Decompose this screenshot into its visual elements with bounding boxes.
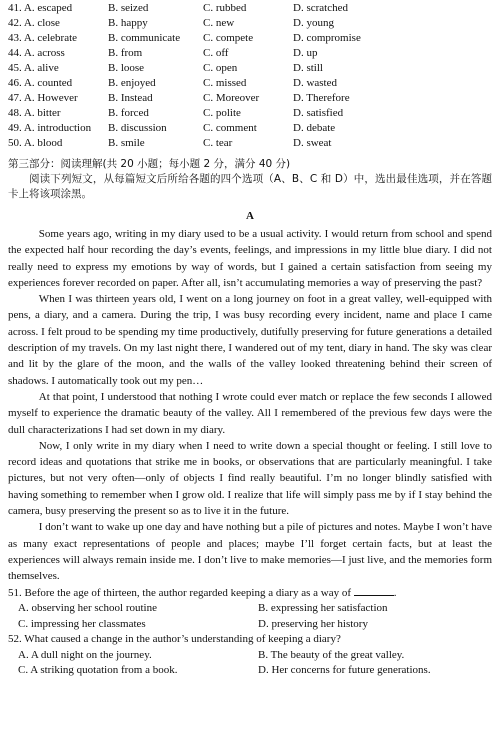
choice-row-44 bbox=[8, 46, 492, 61]
choice-option: C. polite bbox=[203, 107, 241, 119]
choice-option: D. wasted bbox=[293, 77, 337, 89]
choice-row-41 bbox=[8, 1, 492, 16]
choice-option: B. forced bbox=[108, 107, 149, 119]
question-option: D. preserving her history bbox=[258, 617, 368, 630]
choice-option: 41. A. escaped bbox=[8, 2, 73, 14]
choice-option: C. off bbox=[203, 47, 229, 59]
choice-option: B. communicate bbox=[108, 32, 181, 44]
choice-row-46 bbox=[8, 76, 492, 91]
choice-option: 47. A. However bbox=[8, 92, 78, 104]
question-option: B. expressing her satisfaction bbox=[258, 602, 388, 615]
choice-option: D. Therefore bbox=[293, 92, 350, 104]
choice-option: 48. A. bitter bbox=[8, 107, 61, 119]
choice-option: C. rubbed bbox=[203, 2, 247, 14]
choice-option: B. seized bbox=[108, 2, 149, 14]
choice-option: B. Instead bbox=[108, 92, 153, 104]
choice-row-45 bbox=[8, 61, 492, 76]
passage-paragraph: At that point, I understood that nothing I wrote could ever match or replace the few seconds I allowed myself to experience the dramatic beauty of the valley. All I remembered of the previous few days were the dull characterizations I had set down in my diary. bbox=[8, 390, 492, 436]
choice-option: C. tear bbox=[203, 137, 233, 149]
section-heading: 第三部分：阅读理解(共 20 小题；每小题 2 分，满分 40 分) bbox=[8, 158, 291, 170]
choice-option: D. up bbox=[293, 47, 318, 59]
choice-option: C. comment bbox=[203, 122, 257, 134]
question-stem-end: . bbox=[393, 586, 397, 599]
question-options-row bbox=[8, 663, 492, 679]
section-instruction: 阅读下列短文，从每篇短文后所给各题的四个选项（A、B、C 和 D）中，选出最佳选项，并在答题卡上将该项涂黑。 bbox=[8, 173, 492, 200]
question-option: A. observing her school routine bbox=[18, 602, 157, 615]
choice-option: B. enjoyed bbox=[108, 77, 156, 89]
choice-option: D. debate bbox=[293, 122, 336, 134]
choice-option: 45. A. alive bbox=[8, 62, 59, 74]
question-52 bbox=[8, 632, 492, 679]
passage-title: A bbox=[246, 210, 254, 222]
choice-option: B. smile bbox=[108, 137, 145, 149]
question-option: C. impressing her classmates bbox=[18, 617, 146, 630]
choice-option: B. discussion bbox=[108, 122, 167, 134]
choice-option: 44. A. across bbox=[8, 47, 65, 59]
choice-option: D. compromise bbox=[293, 32, 361, 44]
question-stem-text: 51. Before the age of thirteen, the author regarded keeping a diary as a way of bbox=[8, 586, 351, 599]
choice-option: D. young bbox=[293, 17, 334, 29]
choice-option: C. Moreover bbox=[203, 92, 260, 104]
question-options-row bbox=[8, 601, 492, 617]
choice-option: D. sweat bbox=[293, 137, 332, 149]
answer-blank bbox=[354, 585, 394, 596]
choice-option: 43. A. celebrate bbox=[8, 32, 78, 44]
choice-option: B. from bbox=[108, 47, 143, 59]
question-options-row bbox=[8, 648, 492, 664]
question-option: D. Her concerns for future generations. bbox=[258, 664, 431, 677]
choice-option: C. open bbox=[203, 62, 238, 74]
choice-row-42 bbox=[8, 16, 492, 31]
choice-option: 42. A. close bbox=[8, 17, 60, 29]
choice-row-43 bbox=[8, 31, 492, 46]
choice-option: B. loose bbox=[108, 62, 145, 74]
choice-option: C. missed bbox=[203, 77, 247, 89]
choice-row-47 bbox=[8, 91, 492, 106]
choice-row-50 bbox=[8, 136, 492, 151]
passage-paragraph: I don’t want to wake up one day and have nothing but a pile of pictures and notes. Maybe I won’t have as many exact representations of people and places; maybe I’ll forget certain facts, but at least the experiences will always remain inside me. I don’t live to make memories—I just live, and the memories form themselves. bbox=[8, 521, 492, 583]
choice-option: 49. A. introduction bbox=[8, 122, 92, 134]
choice-option: C. compete bbox=[203, 32, 254, 44]
question-stem bbox=[8, 585, 492, 602]
choice-option: B. happy bbox=[108, 17, 148, 29]
passage-paragraph: When I was thirteen years old, I went on a long journey on foot in a great valley, well-equipped with pens, a diary, and a camera. During the trip, I was busy recording every incident, name and place I came across. I felt proud to be spending my time productively, dutifully preserving for future generations a detailed description of my travels. On my last night there, I wandered out of my tent, diary in hand. The sky was clear and lit by the glare of the moon, and the walls of the valley looked threatening behind their screen of shadows. I automatically took out my pen… bbox=[8, 293, 492, 387]
question-stem: 52. What caused a change in the author’s understanding of keeping a diary? bbox=[8, 633, 341, 646]
question-option: A. A dull night on the journey. bbox=[18, 648, 152, 661]
question-51 bbox=[8, 585, 492, 633]
choice-row-48 bbox=[8, 106, 492, 121]
question-options-row bbox=[8, 617, 492, 633]
choice-option: D. still bbox=[293, 62, 323, 74]
choice-row-49 bbox=[8, 121, 492, 136]
cloze-choices bbox=[8, 0, 492, 151]
choice-option: C. new bbox=[203, 17, 235, 29]
question-option: B. The beauty of the great valley. bbox=[258, 648, 405, 661]
passage-paragraph: Some years ago, writing in my diary used to be a usual activity. I would return from school and spend the expected half hour recording the day’s events, feelings, and impressions in my little blue diary. I did not really need to express my emotions by way of words, but I gained a certain satisfaction from seeing my experiences forever recorded on paper. After all, isn’t accumulating memories a way of preserving the past? bbox=[8, 228, 492, 289]
choice-option: 50. A. blood bbox=[8, 137, 63, 149]
passage-paragraph: Now, I only write in my diary when I need to write down a special thought or feeling. I still love to record ideas and quotations that strike me in books, or observations that are particularly meaningful. I take pictures, but not very often—only of objects I find really beautiful. I’m no longer blindly satisfied with having something to remember when I grow old. I realize that life will simply pass me by if I stay behind the camera, busy preserving the present so as to live it in the future. bbox=[8, 439, 492, 518]
question-option: C. A striking quotation from a book. bbox=[18, 664, 178, 677]
choice-option: D. scratched bbox=[293, 2, 348, 14]
choice-option: D. satisfied bbox=[293, 107, 344, 119]
choice-option: 46. A. counted bbox=[8, 77, 73, 89]
